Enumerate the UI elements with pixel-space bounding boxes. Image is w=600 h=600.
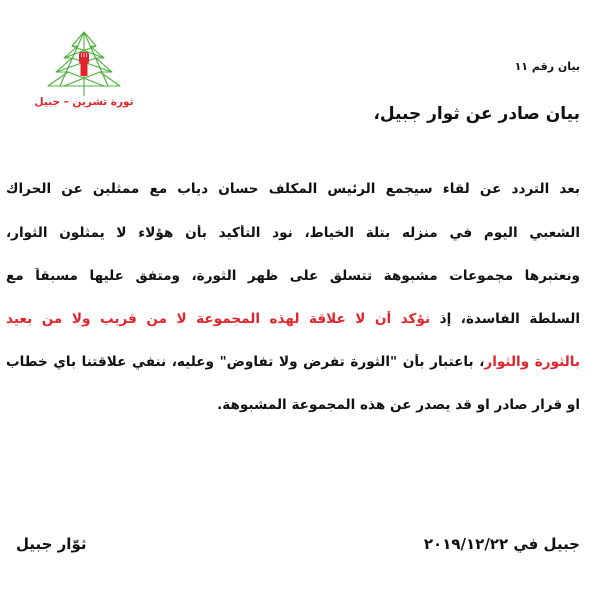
body-line-4-text: السلطة الفاسدة، إذ (430, 311, 580, 327)
body-line-5-highlight: بالثورة والثوار (484, 354, 580, 370)
body-line-4-highlight: نؤكد أن لا علاقة لهذه المجموعة لا من قريب ولا من بعيد (6, 311, 431, 327)
statement-number: بيان رقم ١١ (514, 60, 580, 73)
cedar-tree-fist-icon (44, 30, 124, 98)
body-line-3: ونعتبرها مجموعات مشبوهة تتسلق على ظهر الثورة، ومتفق عليها مسبقاً مع (6, 268, 580, 284)
body-line-1: بعد التردد عن لقاء سيجمع الرئيس المكلف حسان دياب مع ممثلين عن الحراك (6, 181, 580, 197)
statement-date: جبيل في ٢٠١٩/١٢/٢٢ (423, 535, 580, 553)
logo-text: ثورة تشرين – جبيل (34, 96, 134, 108)
revolution-logo (28, 30, 140, 116)
body-line-4 (6, 311, 580, 327)
body-line-2: الشعبي اليوم في منزله بتلة الخياط، نود التأكيد بأن هؤلاء لا يمثلون الثوار، (6, 225, 580, 241)
body-line-5-text: ، باعتبار بأن "الثورة تفرض ولا تفاوض" وعليه، ننفي علاقتنا باي خطاب (6, 354, 485, 370)
body-line-5 (6, 354, 580, 370)
body-line-6: او قرار صادر او قد يصدر عن هذه المجموعة المشبوهة. (217, 397, 580, 413)
statement-heading: بيان صادر عن ثوار جبيل، (373, 104, 580, 124)
raised-fist-icon (79, 52, 89, 76)
statement-signature: ثوّار جبيل (16, 535, 87, 553)
